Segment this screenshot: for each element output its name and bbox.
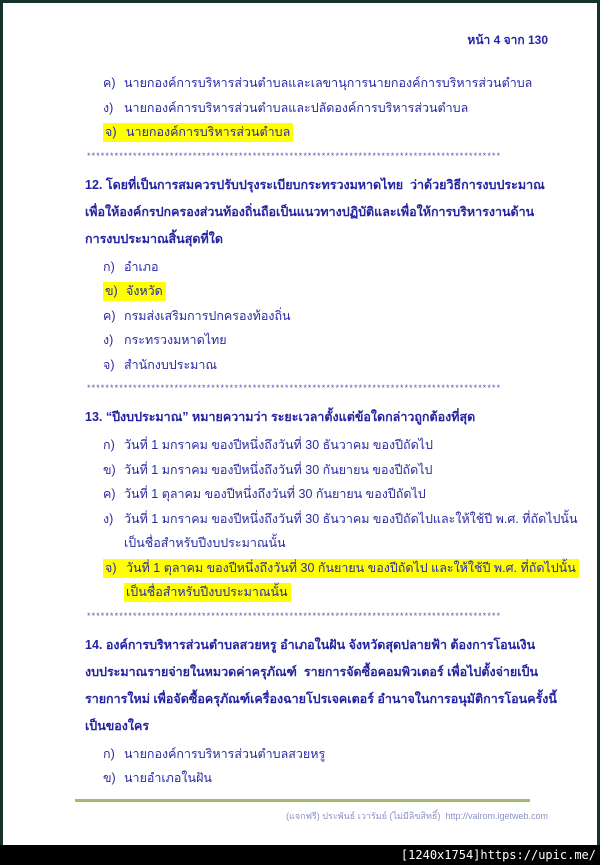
option-row [103, 304, 561, 329]
watermark-text: [1240x1754]https://upic.me/ [400, 848, 596, 862]
option-line-continuation [124, 531, 561, 556]
option-line [103, 328, 561, 353]
option-text: นายกองค์การบริหารส่วนตำบลสวยหรู [124, 746, 326, 761]
question-stem-line: การงบประมาณสิ้นสุดที่ใด [85, 231, 223, 246]
option-text: นายกองค์การบริหารส่วนตำบล [126, 125, 291, 139]
options-group [103, 255, 561, 378]
option-text: สำนักงบประมาณ [124, 357, 218, 372]
option-content [103, 309, 291, 323]
answer-highlight [103, 123, 293, 142]
document-content [85, 71, 578, 791]
options-group [103, 71, 561, 145]
option-line [103, 255, 561, 280]
option-line [103, 482, 561, 507]
separator-line: ****************************************************************************************** [87, 383, 502, 393]
option-row [103, 255, 561, 280]
option-label: ค) [103, 76, 116, 90]
option-label: ค) [103, 308, 116, 323]
option-label: ง) [103, 333, 114, 347]
question-stem-line: 12. โดยที่เป็นการสมควรปรับปรุงระเบียบกระทรวงมหาดไทย ว่าด้วยวิธีการงบประมาณ [85, 177, 545, 192]
option-line [103, 96, 561, 121]
option-text: จังหวัด [126, 284, 163, 298]
option-content [103, 358, 217, 372]
option-content [103, 438, 433, 452]
option-content [103, 747, 325, 761]
option-row [103, 71, 561, 96]
option-row [103, 482, 561, 507]
option-text: วันที่ 1 ตุลาคม ของปีหนึ่งถึงวันที่ 30 กันยายน ของปีถัดไป [124, 487, 426, 501]
footer-url: http://valrom.igetweb.com [445, 810, 548, 821]
option-line [103, 507, 578, 532]
option-row [103, 433, 561, 458]
question-stem [85, 632, 561, 740]
option-row [103, 556, 576, 605]
option-label: ก) [103, 259, 115, 274]
option-content [103, 771, 212, 785]
option-content [103, 76, 532, 90]
option-row [103, 279, 561, 304]
option-row [103, 742, 561, 767]
question-stem-line: เพื่อให้องค์กรปกครองส่วนท้องถิ่นถือเป็นแนวทางปฏิบัติและเพื่อให้การบริหารงานด้าน [85, 204, 535, 219]
option-label: ก) [103, 746, 115, 761]
footer-divider [75, 799, 530, 802]
separator-line: ****************************************************************************************** [87, 610, 502, 621]
question-stem-line: 14. องค์การบริหารส่วนตำบลสวยหรู อำเภอในฝัน จังหวัดสุดปลายฟ้า ต้องการโอนเงิน [85, 637, 536, 652]
option-text: อำเภอ [124, 259, 159, 274]
option-content [103, 463, 432, 477]
document-page [3, 3, 597, 845]
option-line [103, 120, 561, 145]
option-label: ง) [103, 511, 114, 526]
option-text: วันที่ 1 มกราคม ของปีหนึ่งถึงวันที่ 30 กันยายน ของปีถัดไป [124, 462, 433, 477]
option-text: นายอำเภอในฝัน [124, 771, 212, 785]
option-line [103, 433, 561, 458]
option-text: วันที่ 1 มกราคม ของปีหนึ่งถึงวันที่ 30 ธันวาคม ของปีถัดไป [124, 438, 433, 452]
footer-credit-text: (แจกฟรี) ประพันธ์ เวารัมย์ (ไม่มีลิขสิทธิ์) [286, 810, 441, 821]
option-row [103, 458, 561, 483]
option-row [103, 353, 561, 378]
option-label: จ) [103, 357, 115, 372]
option-label: จ) [105, 125, 117, 139]
option-row [103, 507, 578, 556]
option-line-continuation [124, 580, 561, 605]
option-label: ข) [103, 462, 116, 477]
option-label: ค) [103, 487, 116, 501]
option-text: เป็นชื่อสำหรับปีงบประมาณนั้น [124, 583, 291, 602]
answer-highlight [103, 559, 579, 578]
option-label: ข) [103, 771, 116, 785]
option-line [103, 742, 561, 767]
answer-highlight [103, 282, 166, 301]
question-stem [85, 404, 561, 431]
option-text: นายกองค์การบริหารส่วนตำบลและปลัดองค์การบริหารส่วนตำบล [124, 100, 469, 115]
option-text: กรมส่งเสริมการปกครองท้องถิ่น [124, 308, 291, 323]
option-row [103, 766, 561, 791]
option-text: นายกองค์การบริหารส่วนตำบลและเลขานุการนายกองค์การบริหารส่วนตำบล [124, 76, 533, 90]
option-label: ก) [103, 438, 115, 452]
option-label: จ) [105, 560, 117, 575]
option-content [103, 333, 227, 347]
question-stem-line: เป็นของใคร [85, 718, 150, 733]
option-row [103, 328, 561, 353]
options-group [103, 742, 561, 791]
option-content [103, 487, 426, 501]
option-line [103, 766, 561, 791]
separator-line: ****************************************************************************************** [87, 150, 502, 161]
option-line [103, 556, 576, 581]
option-label: ง) [103, 100, 114, 115]
question-stem-line: รายการใหม่ เพื่อจัดซื้อครุภัณฑ์เครื่องฉายโปรเจคเตอร์ อำนาจในการอนุมัติการโอนครั้งนี้ [85, 691, 557, 706]
option-row [103, 120, 561, 145]
footer-credit [3, 810, 548, 822]
page-number-label: หน้า 4 จาก 130 [467, 33, 548, 47]
option-text: กระทรวงมหาดไทย [124, 333, 227, 347]
watermark-bar [0, 845, 600, 865]
options-group [103, 433, 578, 605]
option-text: วันที่ 1 มกราคม ของปีหนึ่งถึงวันที่ 30 ธันวาคม ของปีถัดไปและให้ใช้ปี พ.ศ. ที่ถัดไปนั้น [124, 511, 578, 526]
question-stem-line: งบประมาณรายจ่ายในหมวดค่าครุภัณฑ์ รายการจัดซื้อคอมพิวเตอร์ เพื่อไปตั้งจ่ายเป็น [85, 664, 538, 679]
option-line [103, 304, 561, 329]
option-line [103, 71, 561, 96]
question-stem-line: 13. “ปีงบประมาณ” หมายความว่า ระยะเวลาตั้งแต่ข้อใดกล่าวถูกต้องที่สุด [85, 410, 476, 424]
option-line [103, 458, 561, 483]
option-label: ข) [105, 284, 118, 298]
question-stem [85, 172, 561, 253]
option-content [103, 101, 468, 115]
option-text: เป็นชื่อสำหรับปีงบประมาณนั้น [124, 536, 286, 550]
option-content [103, 512, 578, 526]
option-line [103, 353, 561, 378]
option-row [103, 96, 561, 121]
option-content [103, 260, 159, 274]
option-line [103, 279, 561, 304]
option-text: วันที่ 1 ตุลาคม ของปีหนึ่งถึงวันที่ 30 กันยายน ของปีถัดไป และให้ใช้ปี พ.ศ. ที่ถัดไปนั้น [126, 560, 576, 575]
